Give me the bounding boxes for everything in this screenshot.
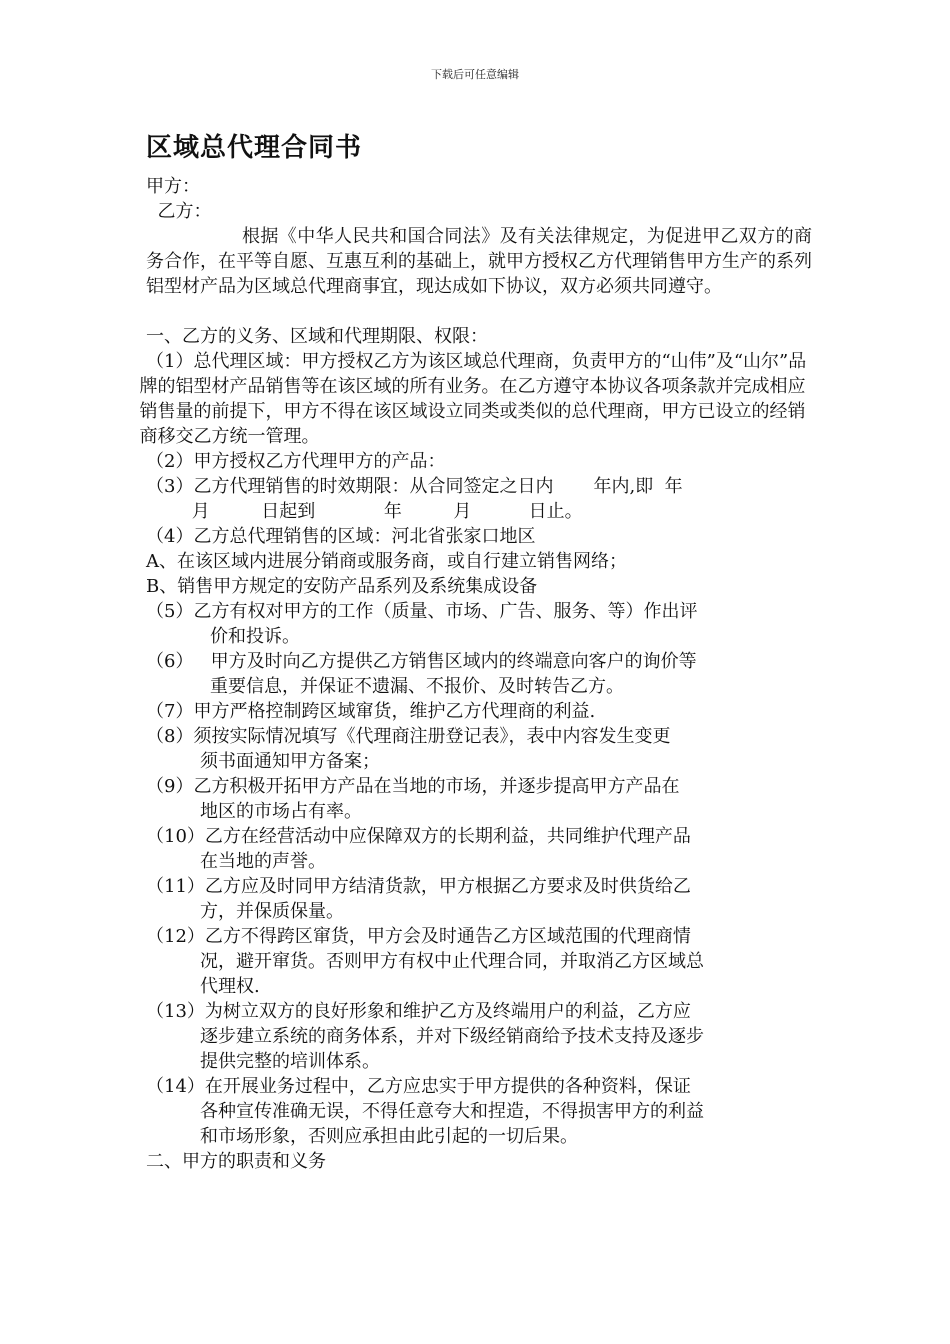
clause-13-continuation: 逐步建立系统的商务体系，并对下级经销商给予技术支持及逐步 [200, 1026, 704, 1047]
clause-text: 甲方授权乙方代理甲方的产品： [193, 451, 446, 472]
clause-1 [139, 349, 812, 449]
clause-text: 乙方积极开拓甲方产品在当地的市场，并逐步提高甲方产品在 [193, 776, 680, 797]
clause-text: 为树立双方的良好形象和维护乙方及终端用户的利益，乙方应 [204, 1001, 691, 1022]
clause-number: （7） [146, 701, 194, 722]
clause-number: （14） [146, 1076, 205, 1097]
clause-3-continuation: 月 日起到 年 月 日止。 [146, 501, 583, 522]
party-a-label: 甲方： [146, 176, 200, 197]
clause-8-continuation: 须书面通知甲方备案； [200, 751, 380, 772]
document-body [139, 130, 812, 1174]
clause-number: （13） [146, 1001, 205, 1022]
clause-text: 乙方有权对甲方的工作（质量、市场、广告、服务、等）作出评 [193, 601, 698, 622]
clause-text: 甲方严格控制跨区域窜货，维护乙方代理商的利益. [193, 701, 596, 722]
clause-6-continuation: 重要信息，并保证不遗漏、不报价、及时转告乙方。 [210, 676, 624, 697]
clause-14-continuation: 和市场形象，否则应承担由此引起的一切后果。 [200, 1126, 578, 1147]
clause-text: 总代理区域：甲方授权乙方为该区域总代理商，负责甲方的“山伟”及“山尔”品牌的铝型材产品销售等在该区域的所有业务。在乙方遵守本协议各项条款并完成相应销售量的前提下，甲方不得在该区域设立同类或类似的总代理商，甲方已设立的经销商移交乙方统一管理。 [139, 351, 807, 447]
clause-text: 乙方代理销售的时效期限：从合同签定之日内 年内,即 年 [193, 476, 683, 497]
clause-text: 须按实际情况填写《代理商注册登记表》，表中内容发生变更 [193, 726, 671, 747]
clause-10-continuation: 在当地的声誉。 [200, 851, 326, 872]
clause-12 [146, 924, 812, 949]
clause-11 [146, 874, 812, 899]
clause-5-continuation: 价和投诉。 [210, 626, 300, 647]
clause-7 [146, 699, 812, 724]
clause-text: 乙方在经营活动中应保障双方的长期利益，共同维护代理产品 [204, 826, 691, 847]
clause-6 [146, 649, 812, 674]
clause-number: （11） [146, 876, 205, 897]
subclause-b: B、销售甲方规定的安防产品系列及系统集成设备 [146, 576, 538, 597]
clause-number: （3） [146, 476, 194, 497]
clause-text: 乙方总代理销售的区域：河北省张家口地区 [193, 526, 536, 547]
clause-10 [146, 824, 812, 849]
clause-9-continuation: 地区的市场占有率。 [200, 801, 362, 822]
section-heading-2: 二、甲方的职责和义务 [146, 1151, 326, 1172]
section-heading-1: 一、乙方的义务、区域和代理期限、权限： [146, 326, 488, 347]
clause-number: （4） [146, 526, 194, 547]
clause-number: （5） [146, 601, 194, 622]
clause-4 [146, 524, 812, 549]
document-title: 区域总代理合同书 [146, 133, 363, 163]
clause-2 [146, 449, 812, 474]
spacer [146, 299, 812, 324]
clause-14-continuation: 各种宣传准确无误，不得任意夸大和捏造，不得损害甲方的利益 [200, 1101, 704, 1122]
intro-paragraph: 根据《中华人民共和国合同法》及有关法律规定，为促进甲乙双方的商务合作，在平等自愿、互惠互利的基础上，就甲方授权乙方代理销售甲方生产的系列铝型材产品为区域总代理商事宜，现达成如下协议，双方必须共同遵守。 [146, 226, 812, 297]
clause-text: 乙方不得跨区窜货，甲方会及时通告乙方区域范围的代理商情 [204, 926, 691, 947]
clause-3 [146, 474, 812, 499]
clause-12-continuation: 代理权. [200, 976, 260, 997]
clause-number: （9） [146, 776, 194, 797]
clause-13-continuation: 提供完整的培训体系。 [200, 1051, 380, 1072]
clause-text: 甲方及时向乙方提供乙方销售区域内的终端意向客户的询价等 [193, 651, 697, 672]
clause-8 [146, 724, 812, 749]
clause-5 [146, 599, 812, 624]
party-b-label: 乙方： [146, 201, 212, 222]
header-note: 下载后可任意编辑 [431, 68, 519, 81]
clause-number: （10） [146, 826, 205, 847]
clause-text: 在开展业务过程中，乙方应忠实于甲方提供的各种资料，保证 [204, 1076, 691, 1097]
subclause-a: A、在该区域内进展分销商或服务商，或自行建立销售网络； [146, 551, 627, 572]
clause-number: （12） [146, 926, 205, 947]
clause-number: （6） [146, 651, 194, 672]
clause-number: （2） [146, 451, 194, 472]
clause-number: （8） [146, 726, 194, 747]
clause-14 [146, 1074, 812, 1099]
clause-9 [146, 774, 812, 799]
clause-12-continuation: 况，避开窜货。否则甲方有权中止代理合同，并取消乙方区域总 [200, 951, 704, 972]
clause-11-continuation: 方，并保质保量。 [200, 901, 344, 922]
clause-number: （1） [146, 351, 194, 372]
clause-text: 乙方应及时同甲方结清货款，甲方根据乙方要求及时供货给乙 [204, 876, 691, 897]
clause-13 [146, 999, 812, 1024]
